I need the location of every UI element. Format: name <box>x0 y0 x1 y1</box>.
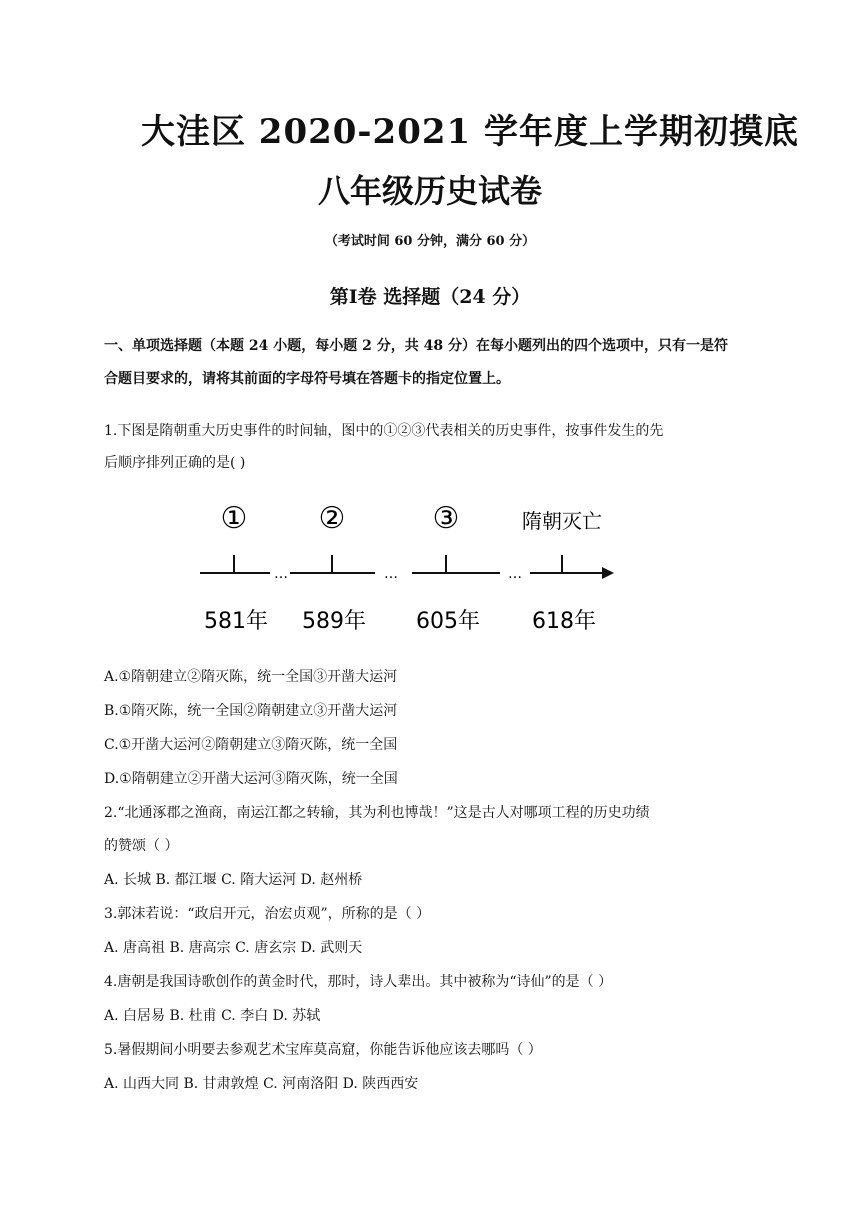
q1-option-d: D.①隋朝建立②开凿大运河③隋灭陈，统一全国 <box>104 771 398 787</box>
timeline-ellipsis: … <box>384 566 398 582</box>
q2-stem-line2: 的赞颂（ ） <box>104 838 179 854</box>
timeline-marker-3: ③ <box>432 501 460 536</box>
q1-option-a: A.①隋朝建立②隋灭陈，统一全国③开凿大运河 <box>104 669 398 685</box>
section-instruction-line2: 合题目要求的，请将其前面的字母符号填在答题卡的指定位置上。 <box>104 371 510 387</box>
exam-title-line1: 大洼区 2020-2021 学年度上学期初摸底 <box>140 112 800 152</box>
q5-stem: 5.暑假期间小明要去参观艺术宝库莫高窟，你能告诉他应该去哪吗（ ） <box>104 1042 542 1058</box>
q1-stem-line1: 1.下图是隋朝重大历史事件的时间轴，图中的①②③代表相关的历史事件，按事件发生的先 <box>104 423 664 439</box>
timeline-marker-2: ② <box>318 501 346 536</box>
timeline-ellipsis: … <box>274 566 288 582</box>
timeline-year-589: 589年 <box>302 609 366 634</box>
q5-options: A. 山西大同 B. 甘肃敦煌 C. 河南洛阳 D. 陕西西安 <box>104 1076 419 1092</box>
q4-stem: 4.唐朝是我国诗歌创作的黄金时代，那时，诗人辈出。其中被称为“诗仙”的是（ ） <box>104 974 613 990</box>
exam-title-line2: 八年级历史试卷 <box>317 172 542 210</box>
section-instruction-line1: 一、单项选择题（本题 24 小题，每小题 2 分，共 48 分）在每小题列出的四个选项中，只有一是符 <box>104 338 728 354</box>
q1-timeline-diagram <box>190 490 630 650</box>
q3-stem: 3.郭沫若说：“政启开元，治宏贞观”，所称的是（ ） <box>104 906 431 922</box>
timeline-marker-1: ① <box>220 501 248 536</box>
timeline-marker-sui-fall: 隋朝灭亡 <box>522 509 602 533</box>
timeline-year-605: 605年 <box>416 609 480 634</box>
timeline-year-581: 581年 <box>204 609 268 634</box>
timeline-ellipsis: … <box>508 566 522 582</box>
q1-stem-line2: 后顺序排列正确的是( ) <box>104 455 246 471</box>
timeline-year-618: 618年 <box>532 609 596 634</box>
q1-option-c: C.①开凿大运河②隋朝建立③隋灭陈，统一全国 <box>104 737 398 753</box>
q1-option-b: B.①隋灭陈，统一全国②隋朝建立③开凿大运河 <box>104 703 398 719</box>
q2-stem-line1: 2.“北通涿郡之渔商，南运江都之转输，其为利也博哉！”这是古人对哪项工程的历史功绩 <box>104 805 650 821</box>
q3-options: A. 唐高祖 B. 唐高宗 C. 唐玄宗 D. 武则天 <box>104 940 363 956</box>
q2-options: A. 长城 B. 都江堰 C. 隋大运河 D. 赵州桥 <box>104 872 363 888</box>
timeline-arrowhead <box>602 567 614 579</box>
section-title: 第Ⅰ卷 选择题（24 分） <box>329 286 531 308</box>
exam-subtitle: （考试时间 60 分钟，满分 60 分） <box>324 234 536 249</box>
q4-options: A. 白居易 B. 杜甫 C. 李白 D. 苏轼 <box>104 1008 321 1024</box>
